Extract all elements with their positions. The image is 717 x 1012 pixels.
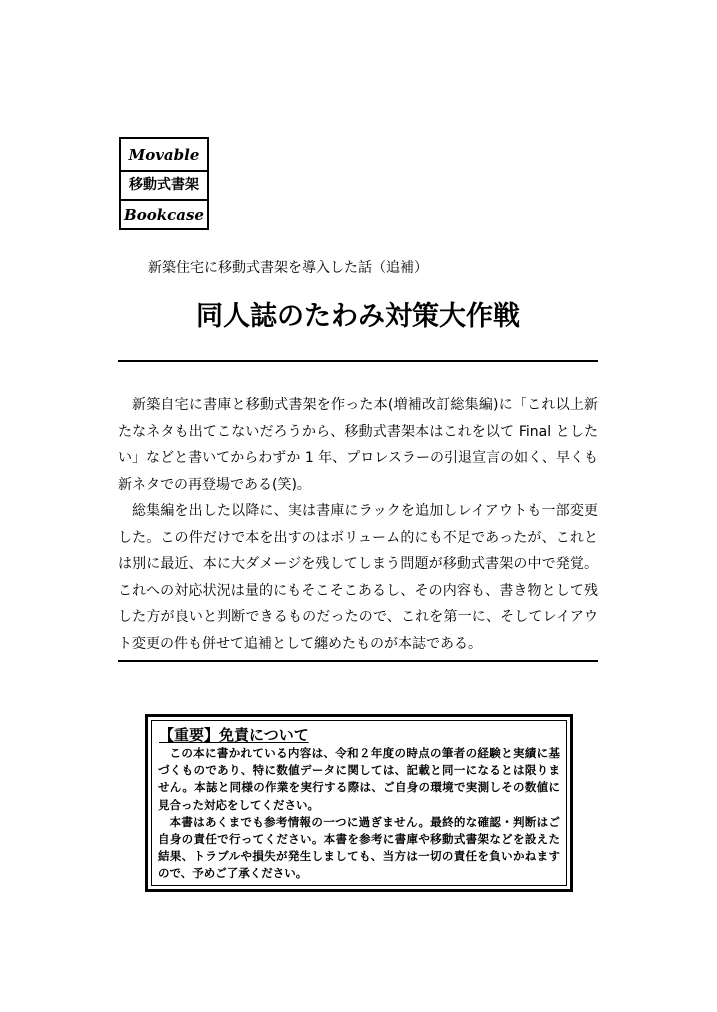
subtitle: 新築住宅に移動式書架を導入した話（追補）	[148, 260, 428, 276]
top-rule	[118, 360, 598, 362]
logo-text-japanese: 移動式書架	[129, 177, 199, 193]
disclaimer-box	[145, 714, 573, 892]
disclaimer-paragraph: 本書はあくまでも参考情報の一つに過ぎません。最終的な確認・判断はご自身の責任で行ってください。本書を参考に書庫や移動式書架などを設えた結果、トラブルや損失が発生しましても、当方は一切の責任を負いかねますので、予めご了承ください。	[158, 814, 560, 881]
logo-text-movable: Movable	[128, 146, 200, 164]
body-text	[118, 392, 598, 657]
disclaimer-paragraph: この本に書かれている内容は、令和２年度の時点の筆者の経験と実績に基づくものであり、特に数値データに関しては、記載と同一になるとは限りません。本誌と同様の作業を実行する際は、ご自身の環境で実測しその数値に見合った対応をしてください。	[158, 746, 560, 812]
body-paragraph: 新築自宅に書庫と移動式書架を作った本(増補改訂総集編)に「これ以上新たなネタも出てこないだろうから、移動式書架本はこれを以て Final としたい」などと書いてからわずか 1 年、プロレスラーの引退宣言の如く、早くも新ネタでの再登場である(笑)。	[118, 397, 598, 493]
disclaimer-heading: 【重要】免責について	[159, 726, 309, 744]
bottom-rule	[118, 660, 598, 662]
disclaimer-inner	[151, 720, 567, 886]
disclaimer-text	[158, 745, 560, 883]
body-paragraph: 総集編を出した以降に、実は書庫にラックを追加しレイアウトも一部変更した。この件だけで本を出すのはボリューム的にも不足であったが、これとは別に最近、本に大ダメージを残してしまう問題が移動式書架の中で発覚。これへの対応状況は量的にもそこそこあるし、その内容も、書き物として残した方が良いと判断できるものだったので、これを第一に、そしてレイアウト変更の件も併せて追補として纏めたものが本誌である。	[118, 503, 598, 652]
logo-box	[119, 137, 209, 230]
logo-text-bookcase: Bookcase	[124, 206, 204, 224]
page-title: 同人誌のたわみ対策大作戦	[196, 301, 520, 332]
